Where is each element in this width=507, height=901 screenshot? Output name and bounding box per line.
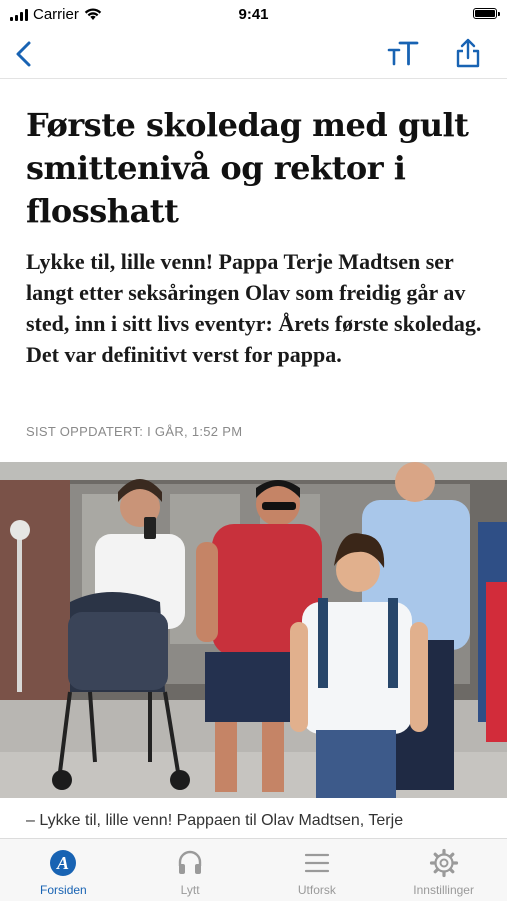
- status-bar: [0, 0, 507, 30]
- tab-lytt[interactable]: [127, 839, 254, 901]
- tab-bar: [0, 838, 507, 901]
- headphones-icon: [175, 848, 205, 878]
- tab-label: Lytt: [180, 883, 200, 897]
- updated-timestamp: SIST OPPDATERT: I GÅR, 1:52 PM: [26, 424, 243, 439]
- tab-label: Utforsk: [297, 883, 336, 897]
- status-time: 9:41: [238, 6, 269, 23]
- tab-forsiden[interactable]: [0, 839, 127, 901]
- svg-text:A: A: [57, 853, 70, 873]
- tab-innstillinger[interactable]: [380, 839, 507, 901]
- photo-caption: – Lykke til, lille venn! Pappaen til Olav Madtsen, Terje: [26, 812, 404, 829]
- nav-bar: [0, 30, 507, 79]
- tab-utforsk[interactable]: [254, 839, 381, 901]
- logo-a-icon: [48, 848, 78, 878]
- gear-icon: [429, 848, 459, 878]
- article-photo[interactable]: [0, 462, 507, 798]
- article-headline: Første skoledag med gult smittenivå og rektor i flosshatt: [26, 106, 469, 230]
- share-icon: [454, 37, 482, 69]
- tab-label: Forsiden: [40, 883, 87, 897]
- share-button[interactable]: [454, 37, 482, 69]
- photo-illustration: [0, 462, 507, 798]
- menu-icon: [302, 848, 332, 878]
- text-size-icon: [386, 38, 420, 68]
- battery-icon: [473, 8, 497, 19]
- back-button[interactable]: [12, 40, 38, 68]
- text-size-button[interactable]: [386, 38, 420, 68]
- article-lead: Lykke til, lille venn! Pappa Terje Madtsen ser langt etter seksåringen Olav som freidig går av sted, inn i sitt livs eventyr: Årets første skoledag. Det var definitivt verst for pappa.: [26, 249, 482, 367]
- carrier-name: Carrier: [33, 6, 79, 23]
- tab-label: Innstillinger: [413, 883, 474, 897]
- chevron-left-icon: [12, 40, 38, 68]
